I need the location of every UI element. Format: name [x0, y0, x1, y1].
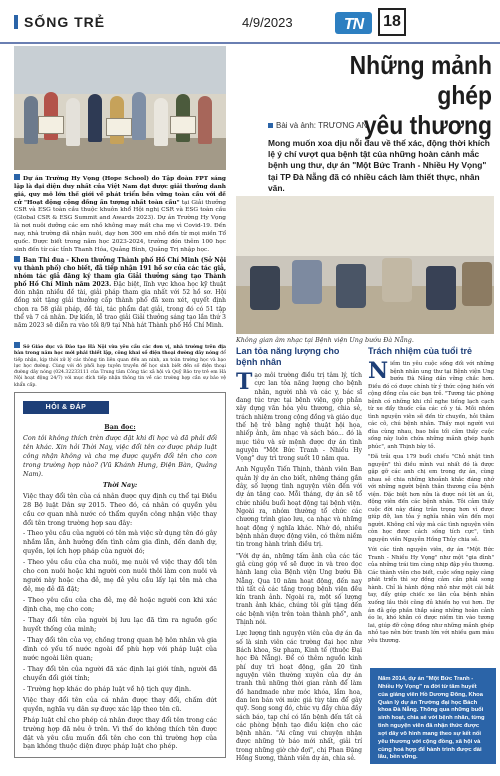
qa-answer-paragraph: - Thay đổi tên của người bị lưu lạc đã tìm ra nguồn gốc huyết thống của mình;: [23, 616, 217, 634]
brief-item: [14, 256, 226, 330]
qa-answer-paragraph: Việc thay đổi tên của cá nhân được quy định cụ thể tại Điều 28 Bộ luật Dân sự 2015. Theo đó, cá nhân có quyền yêu cầu cơ quan nhà nước có thẩm quyền công nhận việc thay đổi tên trong trường hợp sau đây:: [23, 491, 217, 527]
qa-answer-paragraph: - Theo yêu cầu của người có tên mà việc sử dụng tên đó gây nhầm lẫn, ảnh hưởng đến tình cảm gia đình, đến danh dự, quyền, lợi ích hợp pháp của người đó;: [23, 529, 217, 556]
briefs-photo: [14, 46, 226, 170]
photo-person: [198, 96, 212, 144]
title-line: yêu thương: [363, 110, 492, 140]
qa-answer-paragraph: Pháp luật chỉ cho phép cá nhân được thay đổi tên trong các trường hợp đã nêu ở trên. Vì thế do không thích tên được đặt và yêu cầu muốn đổi tên cho con thì trường hợp của bạn không thuộc diện được pháp luật cho phép.: [23, 715, 217, 751]
article-column-left: [236, 346, 362, 766]
article-lead: Mong muốn xoa dịu nỗi đau về thể xác, động thời khích lệ ý chí vượt qua bệnh tật của những hoàn cảnh mắc bệnh ung thư, dự án "Một Bức Tranh - Nhiều Hy Vọng" tại TP Đà Nẵng đã có nhiều cách làm thiết thực, nhân văn.: [268, 138, 490, 193]
photo-person: [66, 98, 80, 146]
qa-answer-paragraph: - Theo yêu cầu của cha nuôi, mẹ nuôi về việc thay đổi tên cho con nuôi hoặc khi người con nuôi thôi làm con nuôi và người này hoặc cha đẻ, mẹ đẻ yêu cầu lấy lại tên mà cha đẻ, mẹ đẻ đã đặt;: [23, 558, 217, 594]
article-paragraph: [236, 369, 362, 463]
qa-answer-paragraph: - Thay đổi tên của người đã xác định lại giới tính, người đã chuyển đổi giới tính;: [23, 664, 217, 682]
section-bar: [14, 15, 18, 29]
photo-person: [336, 264, 366, 308]
photo-sign: [170, 116, 196, 134]
brief-body: để tiếp nhận, kịp thời xử lý các thông tin liên quan đến an ninh, an toàn trường học và bạo lực học đường. Cùng với đó phối hợp tuyên truyền để học sinh biết đến số điện thoại đường dây nóng (024.32233111 của Trung tâm Công tác xã hội và Quỹ Bảo trợ trẻ em Hà Nội hoạt động 24/7) với mục đích tiếp nhận thông tin về các trường hợp cần sự bảo vệ khẩn cấp.: [14, 351, 226, 388]
photo-sign: [38, 116, 64, 134]
article-paragraph: Lực lượng tình nguyện viên của dự án đa số là sinh viên các trường đại học như Bách khoa, Sư phạm, Kinh tế (thuộc Đại học Đà Nẵng). Để có thêm nguồn kinh phí duy trì hoạt động, gần 20 tình nguyện viên thường xuyên của dự án tranh thủ những thời gian rảnh để làm đồ handmade như móc khóa, lắm hoa, đan len bán với mức giá tùy tâm để gây quỹ. Song song đó, chúc vụ đầy chùa đầy sách báo, tạp chí có lần bệnh đến tất cả các phòng bệnh tạo điều kiện cho các bệnh nhân. "Ai cũng vui chuyện nhận được những tờ báo mới nhất, giải trí trong những giờ chờ đợi", chị Phan Đặng Hồng Sương, thành viên dự án, chia sẻ.: [236, 630, 362, 763]
article-column-right: [368, 346, 494, 648]
paragraph-text: iềm tin yêu cuộc sống đối với những bệnh nhân ung thư tại Bệnh viện Ung bướu Đà Nẵng dần vững chắc hơn. Điều đó có được chính từ ý thức cộng hiến với cộng đồng của các bạn trẻ. "Tương tác phòng bệnh có những khi chỉ nghe tiếng lạch cạch từ xe đẩy thuốc của các cô y tá. Mỗi nhóm tình nguyện viên sẽ đến từ chuyến, hỏi thăm các cô, chú bệnh nhân. Thấy mọi người vui đùa cùng nhau, bao bầu tối căm thấy cuộc sống này luôn chứa những mảnh ghép hạnh phúc", anh Thịnh bày tỏ.: [368, 361, 494, 450]
brief-title: Sở Giáo dục và Đào tạo Hà Nội vừa yêu cầu các đơn vị, nhà trường trên địa bàn trong năm học mới phải thiết lập, công khai số điện thoại đường dây nóng: [14, 345, 226, 357]
logo-mark: [334, 9, 374, 37]
qa-question: Con tôi không thích trèn được đặt khi đi học và đã phải đổi tên khác. Xin hỏi Thời Nay, việc đổi tên cơ được pháp luật công nhận không và cha mẹ được quyền đổi tên cho con trong trường hợp nào? (Vũ Khánh Hưng, Điện Bàn, Quảng Nam).: [23, 433, 217, 478]
brief-item: [14, 342, 226, 389]
photo-person: [382, 258, 412, 302]
brief-body: Đặc biệt, lĩnh vực khoa học kỹ thuật đón nhận nhiều đề tài, giải pháp tham gia nhất với 52 hồ sơ. Hội đồng xét tặng giải thưởng cấp thành phố đã xem xét, quyết định chọn ra 58 giải pháp, đề tài, tác phẩm đạt giải, trong đó có 51 tập thể và 7 cá nhân. Dự kiến, lễ trao giải Giải thưởng sáng tạo lần thứ 3 năm 2023 sẽ diễn ra vào tối 8/9 tại Nhà hát Thành phố Hồ Chí Minh.: [14, 281, 227, 329]
page-header: [0, 0, 500, 44]
photo-caption: Không gian âm nhạc tại Bệnh viện Ung bướu Đà Nẵng.: [236, 336, 414, 344]
byline-square-icon: [268, 123, 273, 128]
bullet-icon: [14, 174, 20, 180]
qa-box: [14, 392, 226, 758]
info-box: Năm 2014, dự án "Một Bức Tranh - Nhiều Hy Vọng" ra đời từ tâm huyết của giảng viên Hồ Dương Đông, Khoa Quản lý dự án Trường đại học Bách khoa Đà Nẵng. Thông qua những buổi sinh hoạt, chia sẻ với bệnh nhân, từng tình nguyện viên đã nhận thức được sợi dây vô hình mang theo sự kết nối yêu thương với cộng đồng, xã hội và cùng hoá hợp để hành trình được dài lâu, bền vững.: [370, 668, 496, 764]
article-paragraph: Với các tình nguyện viên, dự án "Một Bức Tranh - Nhiều Hy Vọng" như một "gia đình" của những trái tim cùng nhịp đập yêu thương. Các thành viên cho biết, cuộc sống ngày càng phát triển thì sự đồng cảm cần phải song hành. Chỉ là hành động nhỏ như một cái bắt tay, đẩy giúp chiếc xe lăn của bệnh nhân xuống lầu thôi cũng đủ khiến họ vui hơn. Dự án đã góp phần thắp sáng những hoàn cảnh éo le, khó khăn có được niềm tin vào tương lai, giúp đỡ cộng đồng như những mảnh ghép nhỏ tạo nên bức tranh lớn với nhiều gam màu yêu thương.: [368, 547, 494, 644]
qa-answer-label: Thời Nay:: [102, 480, 138, 489]
paragraph-text: ạo môi trường điều trị tâm lý, tích cực lan tỏa năng lượng cho bệnh nhân, người nhà và các y, bác sĩ đang túc trực tại bệnh viện, góp phần xây dựng văn hóa yêu thương, chia sẻ, trách nhiệm trong cộng đồng và giáo dục thế hệ trẻ bằng nghệ thuật hội họa, nhiếp ảnh, âm nhạc và sách báo... đó là mục tiêu và sứ mệnh được dự án tình nguyện "Một Bức Tranh - Nhiều Hy Vọng" duy trì trong suốt 10 năm qua.: [236, 372, 362, 463]
title-line: Những mảnh ghép: [349, 50, 492, 110]
qa-ask-label: Bạn đọc:: [104, 423, 136, 431]
photo-person: [154, 98, 168, 146]
bullet-icon: [14, 256, 20, 262]
photo-person: [132, 92, 146, 140]
brief-item: [14, 174, 226, 254]
bullet-icon: [14, 342, 20, 348]
article-paragraph: [368, 358, 494, 451]
qa-answer-paragraph: - Thay đổi tên của vợ, chồng trong quan hệ hôn nhân và gia đình có yếu tố nước ngoài để phù hợp với pháp luật của nước ngoài liên quan;: [23, 635, 217, 662]
qa-answer-paragraph: - Trường hợp khác do pháp luật về hộ tịch quy định.: [23, 684, 192, 693]
brief-title: Ban Thi đua - Khen thưởng Thành phố Hồ Chí Minh (Sở Nội vụ thành phố) cho biết, đã tiếp nhận 191 hồ sơ của các tác giả, nhóm tác giả đăng ký tham gia Giải thưởng sáng tạo Thành phố Hồ Chí Minh năm 2023.: [14, 257, 226, 289]
section-name: SỐNG TRẺ: [24, 14, 106, 30]
photo-person: [250, 266, 280, 310]
issue-date: 4/9/2023: [242, 15, 293, 30]
byline-text: Bài và ảnh: TRƯƠNG AN: [276, 121, 368, 130]
qa-tag: HỎI & ĐÁP: [23, 401, 109, 414]
qa-answer-paragraph: Việc thay đổi tên của cá nhân được thay đổi, chấm dứt quyền, nghĩa vụ dân sự được xác lập theo tên cũ.: [23, 695, 217, 713]
svg-text:TN: TN: [343, 16, 364, 33]
photo-person: [88, 94, 102, 142]
left-column: [14, 46, 226, 766]
brief-body: tại Giải thưởng CSR và ESG toàn cầu thuộc khuôn khổ Hội nghị CSR và ESG toàn cầu (Global CSR & ESG Summit and Awards 2023). Dự án Trường Hy Vọng là nơi nuôi dưỡng các em nhỏ không may mất cha mẹ vì Covid-19. Đến nay, nhà trường đã nhận nuôi, dạy hơn 300 em nhỏ đến từ mọi miền Tổ quốc. Được biết trong năm học 2023-2024, trường đón thêm 100 học sinh đến từ các tỉnh Thanh Hóa, Quảng Bình, Quảng Trị nhập học.: [14, 199, 227, 253]
section-label: [14, 14, 105, 30]
article-paragraph: Anh Nguyễn Tiến Thịnh, thành viên Ban quản lý dự án cho biết, những tháng gần đây, số lượng tình nguyện viên đến với dự án tăng cao. Mỗi tháng, dự án sẽ tổ chức nhiều buổi hoạt động tại bệnh viện. Ngoài ra, nhóm thường tổ chức các chương trình giao lưu, ca nhạc và những hoạt động ý nghĩa khác. Nhờ đó, nhiều bệnh nhân được động viên, có thêm niềm tin trong hành trình điều trị.: [236, 466, 362, 549]
subheading: Lan tỏa năng lượng cho bệnh nhân: [236, 346, 340, 367]
photo-background: [14, 46, 226, 94]
article-paragraph: "Đã trải qua 179 buổi chiếu "Chủ nhật tinh nguyện" thì điều mình vui nhất đó là được gặp gỡ các anh chị em trong dự án, cùng nhau sẻ chia những khoảnh khắc đáng nhớ với những người bệnh thân thương của bệnh viện. Đặc biệt hơn nữa là được nói lời an ủi, động viên đến các bệnh nhân. Tôi cảm thấy cuộc đời này đáng trân trọng hơn vì được giúp đỡ, lan tỏa ý nghĩa nhân văn đến mọi người. Không chỉ vậy mà các tình nguyện viên còn học được cách sống tích cực", tình nguyện viên Nguyễn Hồng Thủy chia sẻ.: [368, 454, 494, 543]
photo-sign: [106, 118, 132, 136]
byline: [268, 121, 367, 130]
publication-logo: [334, 9, 374, 37]
subheading: Trách nhiệm của tuổi trẻ: [368, 346, 473, 356]
photo-person: [426, 266, 456, 310]
article-paragraph: "Với dự án, những tấm ảnh của các tác giả cùng góp về sẽ được in và treo dọc hành lang của Bệnh viện Ung bướu Đà Nẵng. Qua 10 năm hoạt động, đến nay thì tất cả các tầng trong bệnh viện đều kín tranh ảnh. Ngoài ra, một số lượng tranh ảnh khác, chúng tôi gửi tặng đến các bệnh viện trên toàn thành phố", anh Thịnh nói.: [236, 552, 362, 627]
photo-person: [24, 96, 38, 144]
article-photo: [236, 196, 494, 334]
photo-person: [292, 260, 322, 304]
photo-wall: [236, 196, 494, 256]
brief-title: Dự án Trường Hy Vọng (Hope School) do Tập đoàn FPT sáng lập là đại diện duy nhất của Việt Nam đạt được giải thưởng danh giá, quy mô lớn thế giới về phát triển bền vững toàn cầu với đề cử "Hoạt động cộng đồng ấn tượng nhất toàn cầu": [14, 176, 226, 206]
qa-answer-paragraph: - Theo yêu cầu của cha đẻ, mẹ đẻ hoặc người con khi xác định cha, mẹ cho con;: [23, 596, 217, 614]
drop-cap: T: [236, 369, 253, 395]
page-number: 18: [378, 8, 406, 36]
drop-cap: N: [368, 358, 389, 384]
photo-person: [462, 262, 492, 306]
